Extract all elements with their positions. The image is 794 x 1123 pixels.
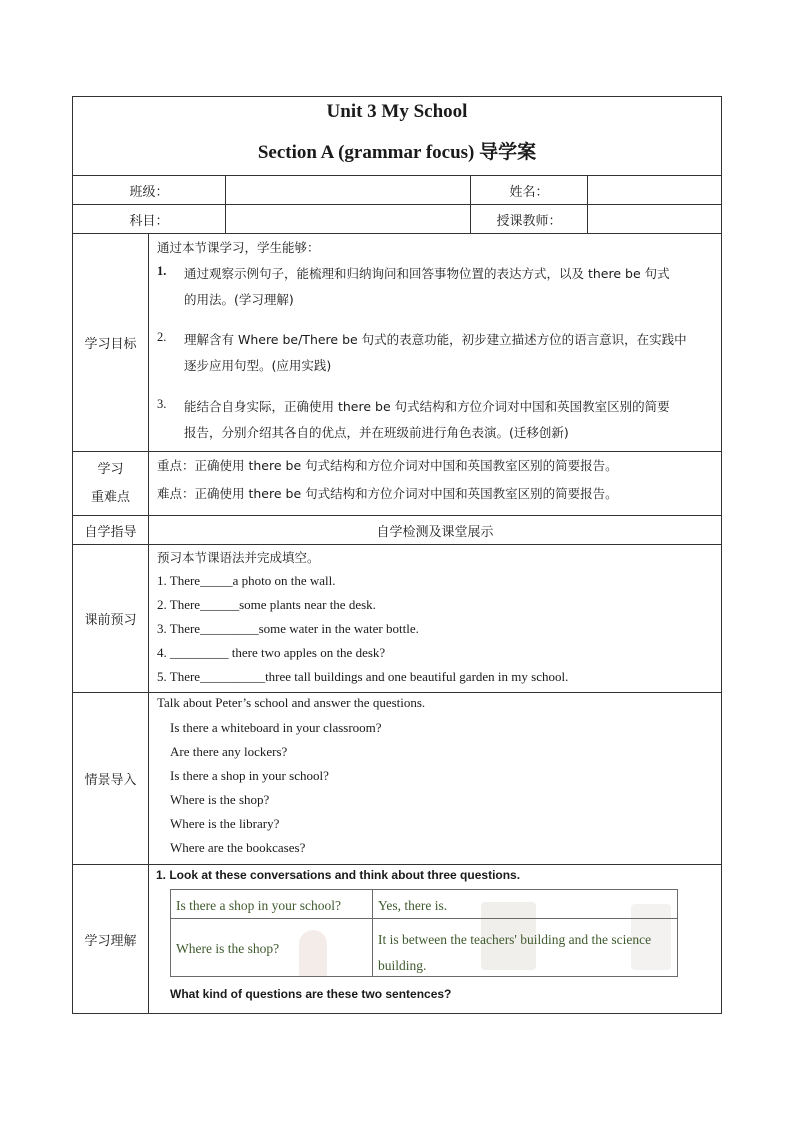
conversation-row-2 <box>171 919 677 976</box>
difficult-point-text: 难点：正确使用 there be 句式结构和方位介词对中国和英国教室区别的简要报告。 <box>157 486 618 501</box>
understanding-question: What kind of questions are these two sentences? <box>170 987 452 1001</box>
objectives-row <box>73 234 721 452</box>
objectives-intro: 通过本节课学习，学生能够： <box>157 240 320 255</box>
preview-item-5: 5. There__________three tall buildings and one beautiful garden in my school. <box>157 669 569 684</box>
key-point-text: 重点：正确使用 there be 句式结构和方位介词对中国和英国教室区别的简要报告。 <box>157 458 618 473</box>
key-points-content <box>148 452 721 515</box>
situation-question-4: Where is the shop? <box>170 792 270 807</box>
key-points-row <box>73 452 721 516</box>
understanding-label: 学习理解 <box>84 933 137 949</box>
preview-intro: 预习本节课语法并完成填空。 <box>157 550 320 565</box>
situation-content <box>148 693 721 864</box>
subject-label: 科目： <box>129 213 169 229</box>
conversation-a2 <box>372 919 677 976</box>
situation-question-5: Where is the library? <box>170 816 280 831</box>
teacher-label: 授课教师： <box>470 205 587 233</box>
situation-question-2: Are there any lockers? <box>170 744 288 759</box>
preview-row <box>73 545 721 693</box>
situation-question-3: Is there a shop in your school? <box>170 768 329 783</box>
teacher-value-field[interactable] <box>587 205 721 233</box>
objective-3-line1: 能结合自身实际，正确使用 there be 句式结构和方位介词对中国和英国教室区别的简要 <box>184 399 670 414</box>
situation-row <box>73 693 721 865</box>
worksheet-table <box>72 96 722 1014</box>
class-value-field[interactable] <box>225 176 470 204</box>
conversation-a1: Yes, there is. <box>372 890 677 918</box>
understanding-row <box>73 865 721 1013</box>
preview-item-4: 4. _________ there two apples on the desk? <box>157 645 386 660</box>
understanding-heading: 1. Look at these conversations and think about three questions. <box>156 868 521 882</box>
guide-row <box>73 516 721 545</box>
preview-item-2: 2. There______some plants near the desk. <box>157 597 376 612</box>
situation-intro: Talk about Peter’s school and answer the questions. <box>157 695 426 710</box>
objective-2-line2: 逐步应用句型。(应用实践) <box>184 358 332 373</box>
objective-1-num: 1. <box>157 264 167 278</box>
guide-title: 自学检测及课堂展示 <box>148 516 721 544</box>
objective-3-line2: 报告，分别介绍其各自的优点，并在班级前进行角色表演。(迁移创新) <box>184 425 569 440</box>
title-row <box>73 97 721 176</box>
guide-label: 自学指导 <box>84 524 137 540</box>
objectives-content <box>148 234 721 451</box>
situation-question-1: Is there a whiteboard in your classroom? <box>170 720 382 735</box>
preview-item-3: 3. There_________some water in the water bottle. <box>157 621 419 636</box>
objectives-label: 学习目标 <box>84 337 137 352</box>
conversation-a2-line2: building. <box>378 958 427 973</box>
section-title: Section A (grammar focus) 导学案 <box>257 142 537 163</box>
name-value-field[interactable] <box>587 176 721 204</box>
class-name-row <box>73 176 721 205</box>
class-label: 班级： <box>129 184 169 200</box>
preview-item-1: 1. There_____a photo on the wall. <box>157 573 336 588</box>
situation-question-6: Where are the bookcases? <box>170 840 306 855</box>
objective-2-line1: 理解含有 Where be/There be 句式的表意功能，初步建立描述方位的语言意识，在实践中 <box>184 332 687 347</box>
unit-title: Unit 3 My School <box>326 101 468 122</box>
conversation-q2: Where is the shop? <box>176 941 280 956</box>
subject-value-field[interactable] <box>225 205 470 233</box>
conversation-q1: Is there a shop in your school? <box>176 898 341 913</box>
objective-2-num: 2. <box>157 330 167 344</box>
key-points-label-line1: 学习 <box>97 461 124 477</box>
conversation-table <box>170 889 678 977</box>
conversation-row-1 <box>171 890 677 919</box>
preview-label: 课前预习 <box>84 613 137 628</box>
understanding-content <box>148 865 721 1013</box>
objective-3-num: 3. <box>157 397 167 411</box>
subject-teacher-row <box>73 205 721 234</box>
situation-label: 情景导入 <box>84 773 137 788</box>
key-points-label-line2: 重难点 <box>90 489 130 505</box>
objective-1-line2: 的用法。(学习理解) <box>184 292 294 307</box>
conversation-a2-line1: It is between the teachers' building and the science <box>378 932 652 947</box>
key-points-label <box>73 452 148 515</box>
objective-1-line1: 通过观察示例句子，能梳理和归纳询问和回答事物位置的表达方式，以及 there be 句式 <box>184 266 670 281</box>
name-label: 姓名： <box>470 176 587 204</box>
preview-content <box>148 545 721 692</box>
